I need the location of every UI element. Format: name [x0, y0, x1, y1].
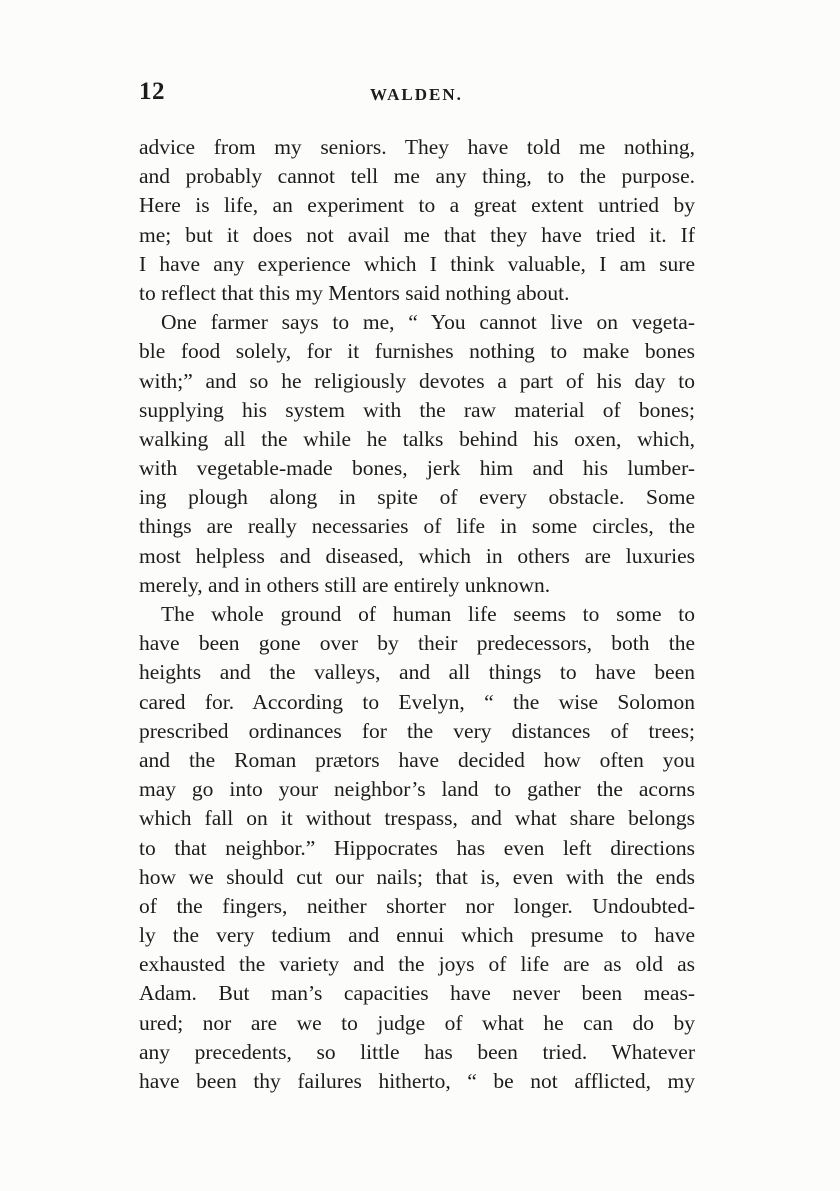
text-line: One farmer says to me, “ You cannot live on vegeta- — [161, 310, 695, 335]
text-line: may go into your neighbor’s land to gather the acorns — [139, 777, 695, 802]
text-line: The whole ground of human life seems to some to — [161, 602, 695, 626]
text-line: to reflect that this my Mentors said nothing about. — [139, 280, 570, 305]
text-line: have been thy failures hitherto, “ be not afflicted, my — [139, 1069, 695, 1093]
text-line: Adam. But man’s capacities have never been meas- — [139, 981, 695, 1006]
text-line: merely, and in others still are entirely unknown. — [139, 572, 551, 597]
text-line: cared for. According to Evelyn, “ the wise Solomon — [139, 689, 695, 714]
text-line: ly the very tedium and ennui which presume to have — [139, 923, 695, 948]
text-line: prescribed ordinances for the very distances of trees; — [139, 718, 695, 743]
text-line: heights and the valleys, and all things to have been — [139, 660, 695, 685]
text-line: with vegetable-made bones, jerk him and his lumber- — [139, 456, 695, 481]
text-line: and probably cannot tell me any thing, to the purpose. — [139, 164, 695, 189]
text-line: to that neighbor.” Hippocrates has even left directions — [139, 835, 695, 860]
running-title: WALDEN. — [370, 85, 463, 104]
text-line: ured; nor are we to judge of what he can do by — [139, 1010, 695, 1035]
text-line: how we should cut our nails; that is, even with the ends — [139, 864, 695, 889]
text-line: walking all the while he talks behind his oxen, which, — [139, 426, 695, 451]
text-line: of the fingers, neither shorter nor longer. Undoubted- — [139, 893, 695, 918]
body-text — [139, 133, 695, 1096]
text-line: me; but it does not avail me that they have tried it. If — [139, 222, 695, 247]
running-head — [139, 78, 695, 108]
text-line: things are really necessaries of life in some circles, the — [139, 514, 695, 539]
text-line: advice from my seniors. They have told me nothing, — [139, 135, 695, 159]
text-line: most helpless and diseased, which in others are luxuries — [139, 543, 695, 568]
text-line: Here is life, an experiment to a great extent untried by — [139, 193, 695, 218]
text-line: which fall on it without trespass, and what share belongs — [139, 806, 695, 831]
text-line: ble food solely, for it furnishes nothing to make bones — [139, 339, 695, 364]
text-line: exhausted the variety and the joys of life are as old as — [139, 952, 695, 977]
text-line: supplying his system with the raw material of bones; — [139, 397, 695, 422]
text-line: have been gone over by their predecessors, both the — [139, 631, 695, 656]
text-line: with;” and so he religiously devotes a part of his day to — [139, 368, 695, 393]
text-line: ing plough along in spite of every obstacle. Some — [139, 485, 695, 510]
text-line: any precedents, so little has been tried. Whatever — [139, 1039, 695, 1064]
text-line: and the Roman prætors have decided how often you — [139, 747, 695, 772]
text-line: I have any experience which I think valuable, I am sure — [139, 251, 695, 276]
page-number: 12 — [139, 78, 165, 105]
